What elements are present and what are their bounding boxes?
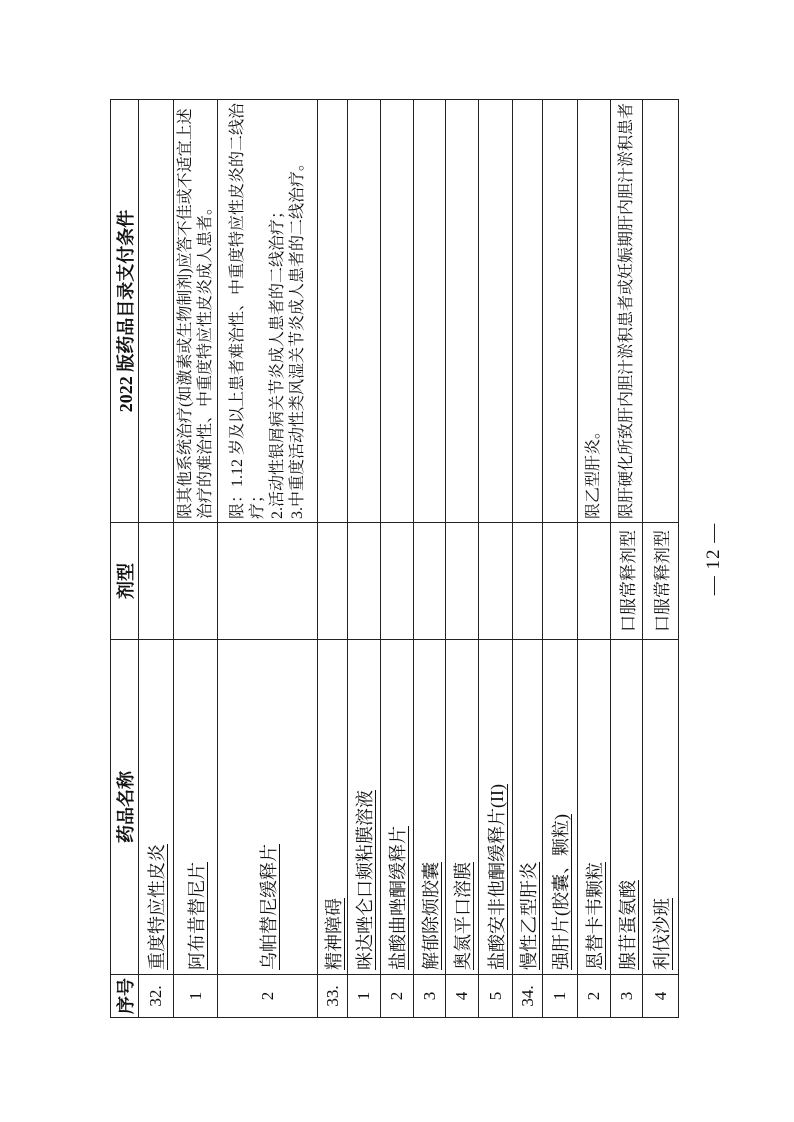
table-row [479,100,513,1018]
header-serial-number: 序号 [111,975,139,1018]
dosage-form-cell [414,523,446,640]
header-dosage-form: 剂型 [111,523,139,640]
rotated-content [110,100,725,1018]
page-number: — 12 — [703,522,724,596]
header-drug-name: 药品名称 [111,640,139,975]
table-row [543,100,578,1018]
drug-name-cell [381,640,414,975]
dosage-form-cell [218,523,318,640]
payment-condition-cell [578,100,611,523]
header-payment-condition: 2022 版药品目录支付条件 [111,100,139,523]
table-row [611,100,643,1018]
drug-name-cell [643,640,679,975]
drug-name: 解郁除烦胶囊 [420,862,441,970]
payment-condition-line: 2.活动性银屑病关节炎成人患者的二线治疗； [268,202,286,519]
header-row [111,100,139,1018]
table-row [643,100,679,1018]
payment-condition-cell [513,100,543,523]
dosage-form-cell [381,523,414,640]
disease-name-cell [318,640,348,975]
dosage-form-cell [543,523,578,640]
row-number-cell: 3 [611,975,643,1018]
drug-name: 咪达唑仑口颊粘膜溶液 [355,790,375,970]
dosage-form-cell [446,523,479,640]
table-row [414,100,446,1018]
payment-condition-cell [414,100,446,523]
drug-name-cell [543,640,578,975]
drug-name: 腺苷蛋氨酸 [617,880,638,970]
payment-condition-line: 疗； [248,486,266,519]
payment-condition-cell [218,100,318,523]
drug-name: 利伐沙班 [651,898,672,970]
row-number-cell: 4 [643,975,679,1018]
drug-name-cell [218,640,318,975]
row-number-cell: 2 [381,975,414,1018]
payment-condition-cell [381,100,414,523]
section-row [318,100,348,1018]
row-number-cell: 1 [174,975,218,1018]
disease-name-cell [139,640,174,975]
drug-name: 盐酸曲唑酮缓释片 [388,826,408,970]
disease-name: 重度特应性皮炎 [147,844,167,970]
disease-name: 慢性乙型肝炎 [518,862,539,970]
drug-name-cell [446,640,479,975]
dosage-form-cell: 口服常释剂型 [643,523,679,640]
drug-name-cell [578,640,611,975]
table-row [381,100,414,1018]
payment-condition-cell [318,100,348,523]
payment-condition-line: 治疗的难治性、中重度特应性皮炎成人患者。 [196,198,214,519]
section-row [139,100,174,1018]
drug-name-cell [414,640,446,975]
table-body [139,100,679,1018]
disease-name: 精神障碍 [323,898,344,970]
row-number-cell: 4 [446,975,479,1018]
section-row [513,100,543,1018]
dosage-form-cell [348,523,381,640]
dosage-form-cell [139,523,174,640]
table-row [348,100,381,1018]
payment-condition-cell [139,100,174,523]
drug-catalog-table [110,99,679,1018]
drug-name-cell [611,640,643,975]
disease-name-cell [513,640,543,975]
dosage-form-cell [513,523,543,640]
drug-name: 盐酸安非他酮缓释片(II) [486,784,507,970]
payment-condition-cell [446,100,479,523]
dosage-form-cell: 口服常释剂型 [611,523,643,640]
table-row [218,100,318,1018]
table-row [446,100,479,1018]
drug-name-cell [479,640,513,975]
row-number-cell: 2 [578,975,611,1018]
payment-condition-line: 3.中重度活动性类风湿关节炎成人患者的二线治疗。 [288,154,306,519]
payment-condition-cell [174,100,218,523]
row-number-cell: 3 [414,975,446,1018]
payment-condition-line: 限肝硬化所致肝内胆汁淤积患者或妊娠期肝内胆汁淤积患者 [617,102,635,519]
dosage-form-cell [578,523,611,640]
payment-condition-cell [348,100,381,523]
row-number-cell: 5 [479,975,513,1018]
payment-condition-cell [611,100,643,523]
row-number-cell: 34. [513,975,543,1018]
row-number-cell: 33. [318,975,348,1018]
row-number-cell: 32. [139,975,174,1018]
payment-condition-line: 限其他系统治疗(如激素或生物制剂)应答不佳或不适宜上述 [176,108,194,519]
drug-name: 强肝片(胶囊、颗粒) [551,814,571,970]
payment-condition-cell [479,100,513,523]
table-row [174,100,218,1018]
dosage-form-cell [174,523,218,640]
dosage-form-cell [479,523,513,640]
payment-condition-cell [543,100,578,523]
drug-name: 乌帕替尼缓释片 [258,844,279,970]
drug-name: 奥氮平口溶膜 [453,862,473,970]
row-number-cell: 1 [543,975,578,1018]
row-number-cell: 1 [348,975,381,1018]
dosage-form-cell [318,523,348,640]
drug-name-cell [174,640,218,975]
drug-name: 恩替卡韦颗粒 [585,862,605,970]
payment-condition-line: 限：1.12 岁及以上患者难治性、中重度特应性皮炎的二线治 [228,102,246,519]
payment-condition-cell [643,100,679,523]
payment-condition-line: 限乙型肝炎。 [585,422,602,519]
drug-name-cell [348,640,381,975]
row-number-cell: 2 [218,975,318,1018]
table-row [578,100,611,1018]
drug-name: 阿布昔替尼片 [186,862,207,970]
